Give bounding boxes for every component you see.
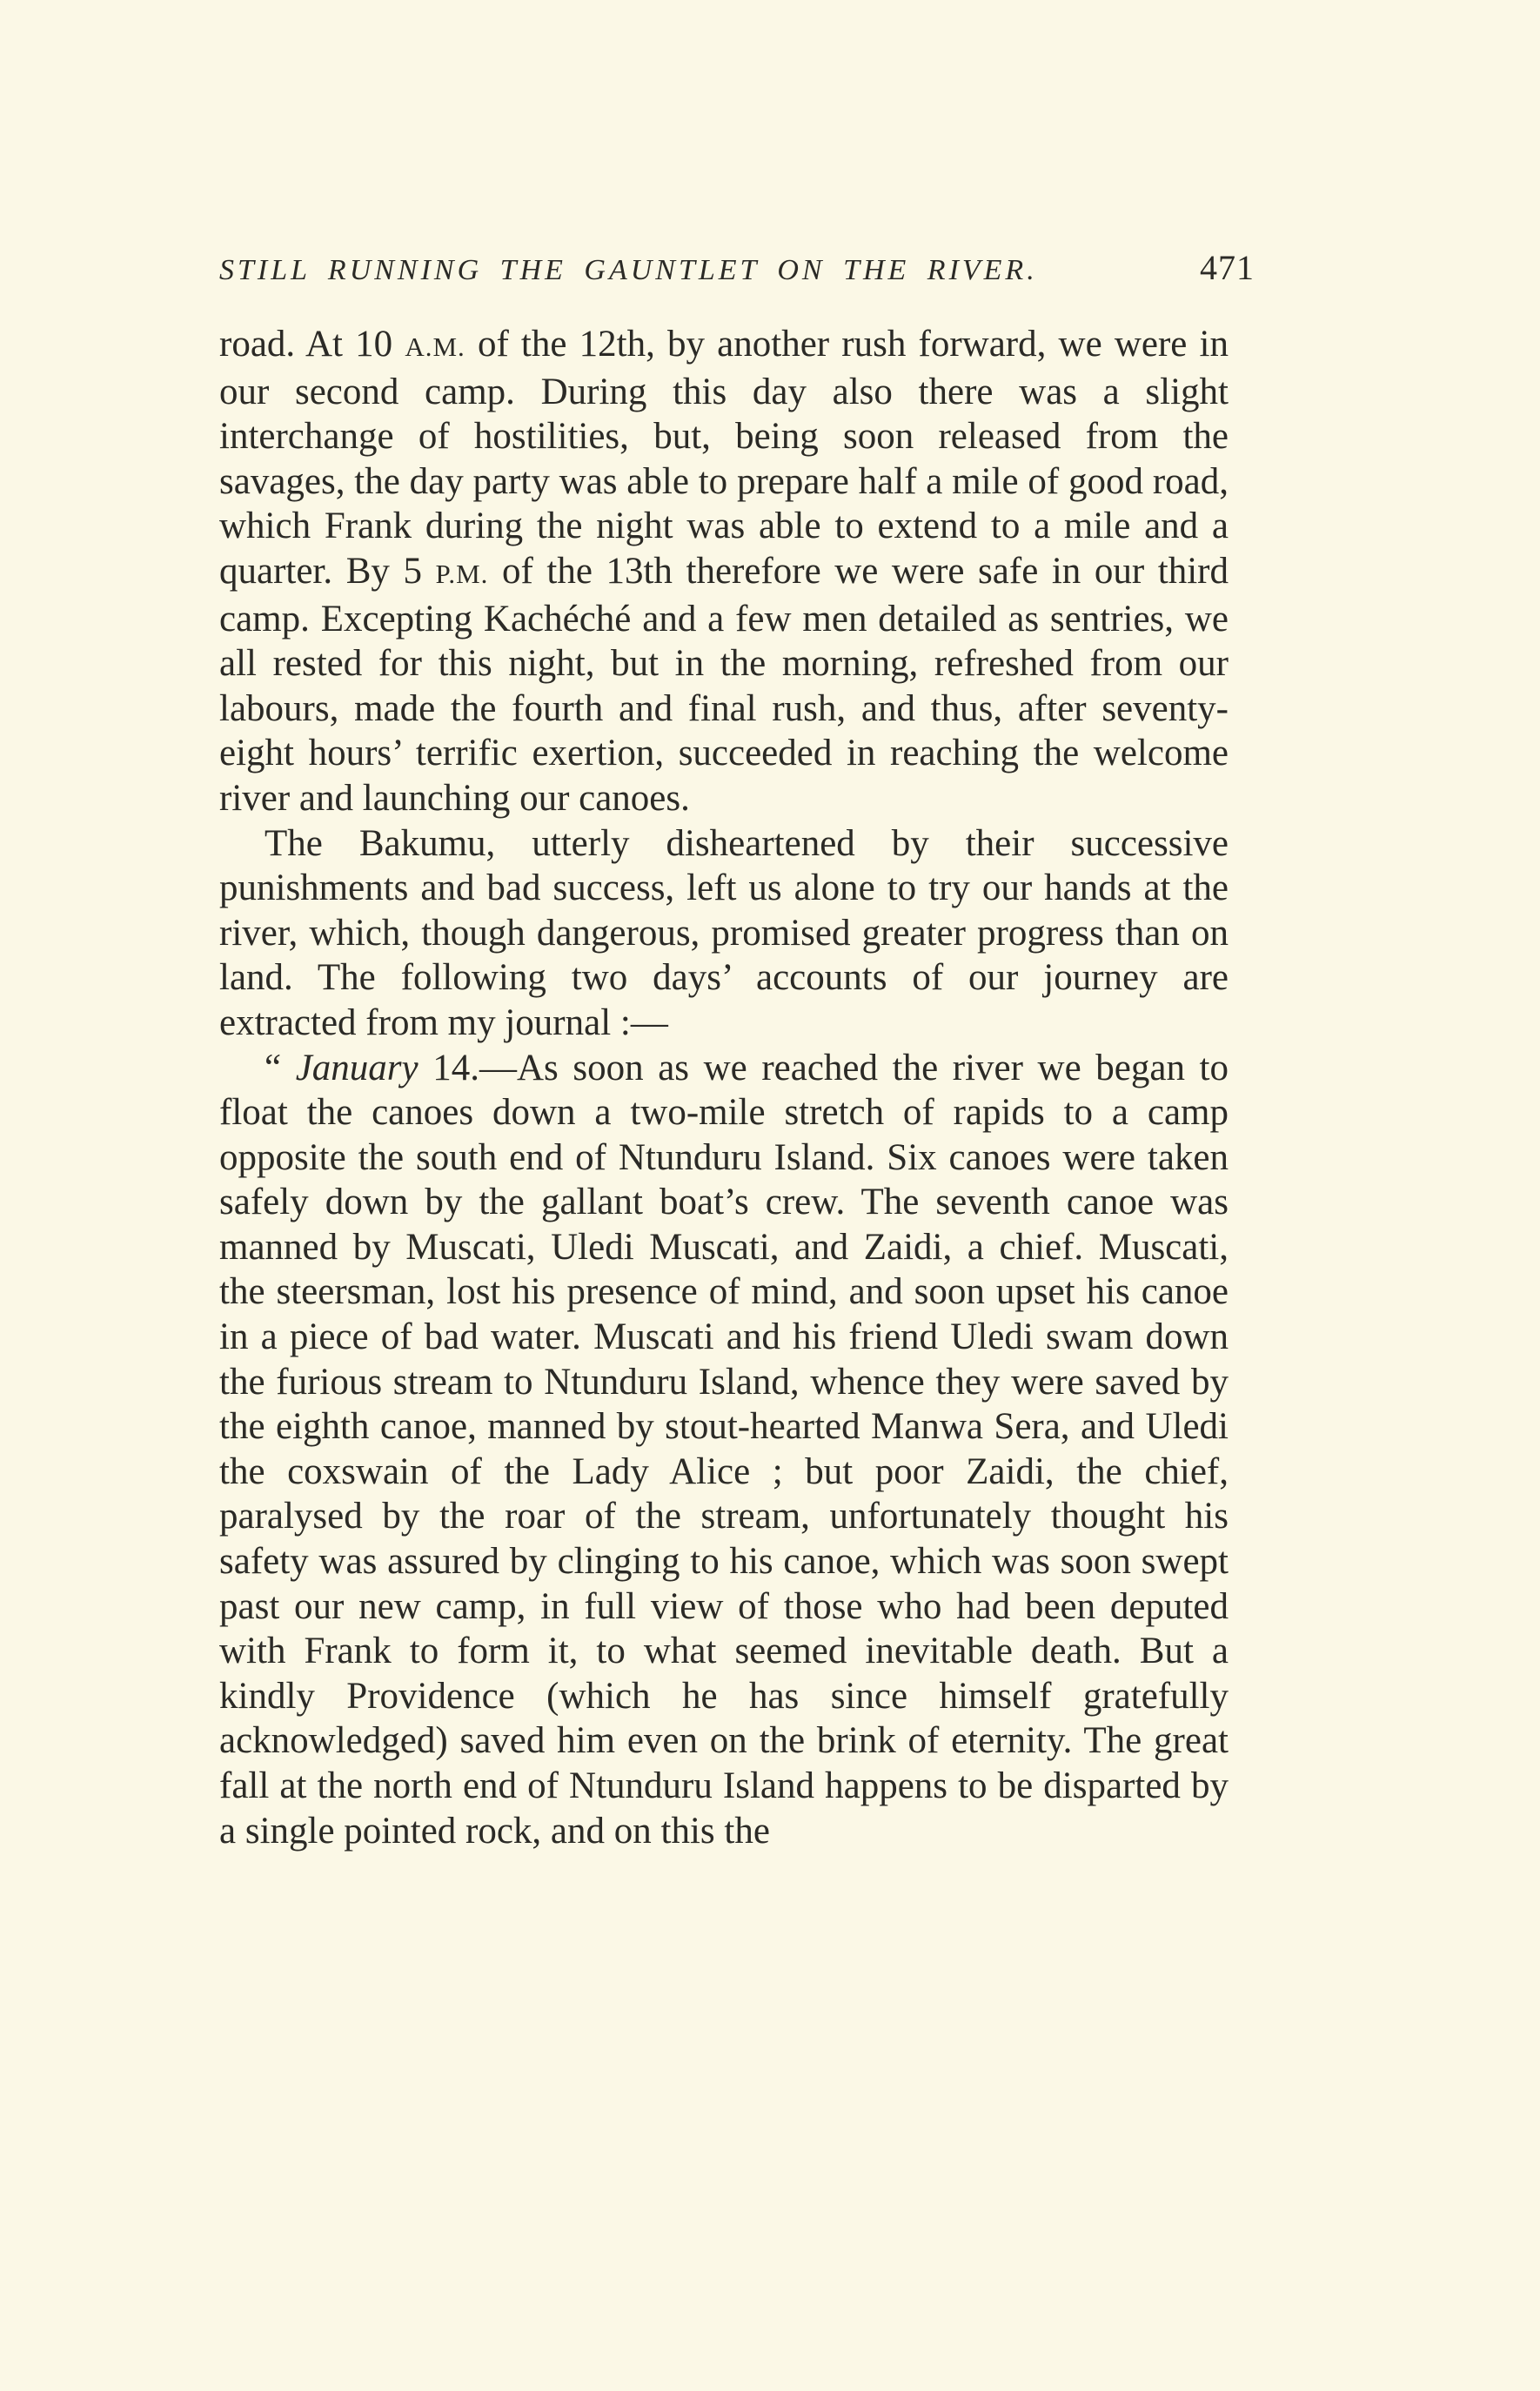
running-head <box>219 247 1255 296</box>
paragraph <box>219 322 1229 821</box>
paragraph <box>219 821 1229 1046</box>
time-abbrev: P.M. <box>435 558 489 589</box>
text-run: road. At 10 <box>219 324 405 365</box>
text-run: 14.—As soon as we reached the river we began to float the canoes down a two-mile stretch of rapids to a camp opposite the south end of Ntunduru Island. Six canoes were taken safely down by the gallant boat’s crew. The seventh canoe was manned by Muscati, Uledi Muscati, and Zaidi, a chief. Muscati, the steersman, lost his presence of mind, and soon upset his canoe in a piece of bad water. Muscati and his friend Uledi swam down the furious stream to Ntunduru Island, whence they were saved by the eighth canoe, manned by stout-hearted Manwa Sera, and Uledi the coxswain of the Lady Alice ; but poor Zaidi, the chief, paralysed by the roar of the stream, unfortunately thought his safety was assured by clinging to his canoe, which was soon swept past our new camp, in full view of those who had been deputed with Frank to form it, to what seemed inevitable death. But a kindly Providence (which he has since himself gratefully acknowledged) saved him even on the brink of eternity. The great fall at the north end of Ntunduru Island happens to be disparted by a single pointed rock, and on this the <box>219 1047 1229 1852</box>
text-run: of the 13th therefore we were safe in our third camp. Excepting Kachéché and a few men detailed as sentries, we all rested for this night, but in the morning, refreshed from our labours, made the fourth and final rush, and thus, after seventy-eight hours’ terrific exertion, succeeded in reaching the welcome river and launching our canoes. <box>219 550 1229 819</box>
page-number: 471 <box>1200 248 1255 287</box>
journal-date: January <box>295 1047 418 1088</box>
paragraph <box>219 1046 1229 1854</box>
body-text <box>219 322 1229 1853</box>
time-abbrev: A.M. <box>405 332 465 362</box>
text-run: of the 12th, by another rush forward, we were in our second camp. During this day also there was a slight interchange of hostilities, but, being soon released from the savages, the day party was able to prepare half a mile of good road, which Frank during the night was able to extend to a mile and a quarter. By 5 <box>219 324 1229 592</box>
running-title: STILL RUNNING THE GAUNTLET ON THE RIVER. <box>219 254 1038 286</box>
text-run: The Bakumu, utterly disheartened by their successive punishments and bad success, left us alone to try our hands at the river, which, though dangerous, promised greater progress than on land. The following two days’ accounts of our journey are extracted from my journal :— <box>219 822 1229 1043</box>
text-run: “ <box>264 1047 296 1088</box>
